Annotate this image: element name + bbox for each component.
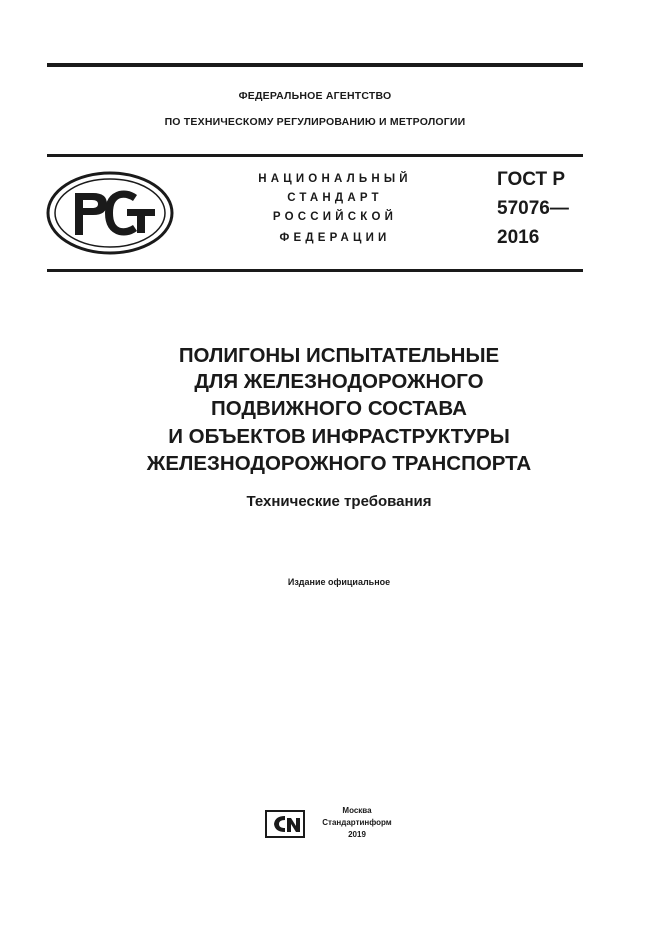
top-rule (47, 63, 583, 67)
middle-rule (47, 154, 583, 157)
document-title-line-2: ДЛЯ ЖЕЛЕЗНОДОРОЖНОГО (194, 370, 484, 393)
publication-year: 2019 (348, 830, 366, 839)
standard-designation-line-2: 57076— (497, 198, 569, 219)
standard-type-line-1: НАЦИОНАЛЬНЫЙ (258, 173, 412, 185)
standard-type-line-2: СТАНДАРТ (287, 192, 383, 204)
edition-label: Издание официальное (287, 577, 391, 587)
rst-certification-logo-icon (45, 171, 175, 255)
standard-type-line-4: ФЕДЕРАЦИИ (279, 232, 391, 244)
standard-type-line-3: РОССИЙСКОЙ (272, 211, 398, 223)
document-title-line-4: И ОБЪЕКТОВ ИНФРАСТРУКТУРЫ (168, 425, 510, 448)
agency-name-line-1: ФЕДЕРАЛЬНОЕ АГЕНТСТВО (238, 90, 392, 102)
agency-name-line-2: ПО ТЕХНИЧЕСКОМУ РЕГУЛИРОВАНИЮ И МЕТРОЛОГИИ (164, 116, 466, 128)
publisher-name: Стандартинформ (322, 818, 392, 827)
standard-designation-line-3: 2016 (497, 227, 540, 248)
document-subtitle: Технические требования (246, 493, 432, 510)
standartinform-logo-icon (265, 810, 305, 838)
document-title-line-1: ПОЛИГОНЫ ИСПЫТАТЕЛЬНЫЕ (178, 344, 500, 367)
standard-designation-line-1: ГОСТ Р (497, 169, 566, 190)
document-title-line-5: ЖЕЛЕЗНОДОРОЖНОГО ТРАНСПОРТА (146, 452, 532, 475)
publisher-city: Москва (342, 806, 372, 815)
document-title-line-3: ПОДВИЖНОГО СОСТАВА (211, 397, 467, 420)
bottom-rule (47, 269, 583, 272)
